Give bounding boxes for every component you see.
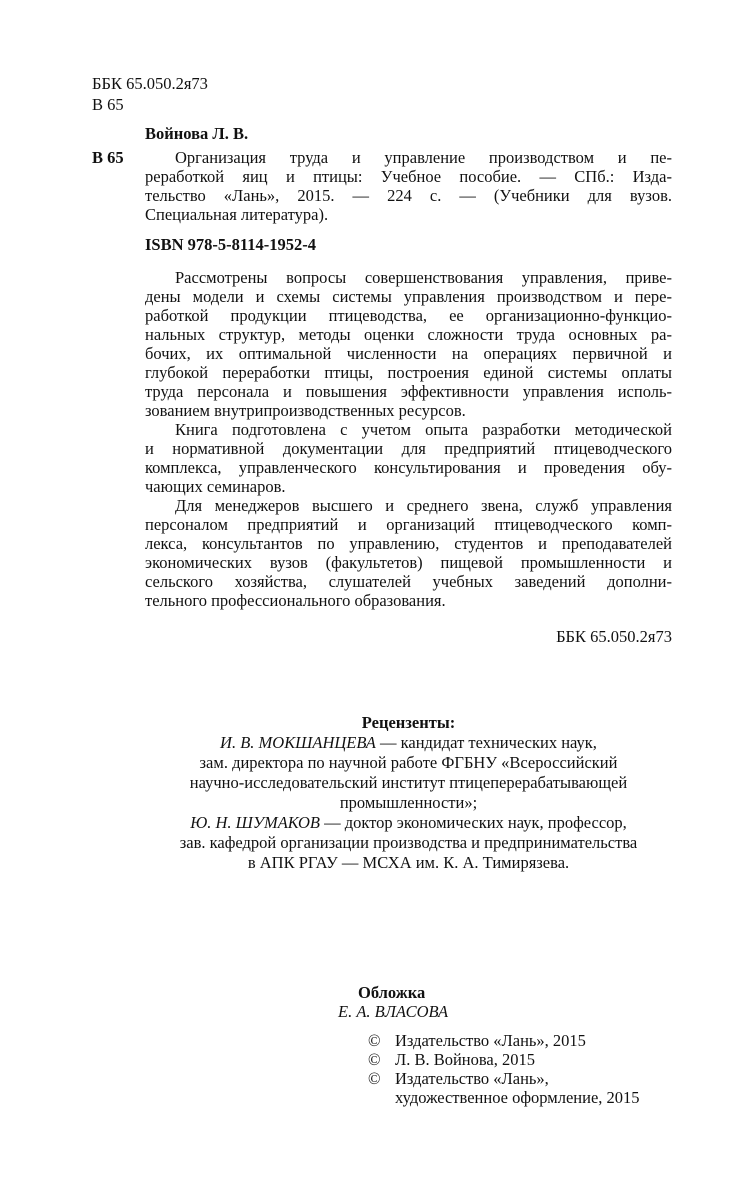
reviewer-1-line: научно-исследовательский институт птицеперерабатывающей xyxy=(189,773,628,792)
copyright-text: Л. В. Войнова, 2015 xyxy=(395,1050,536,1069)
abstract-line: Рассмотрены вопросы совершенствования управления, приве- xyxy=(175,268,672,287)
bbk-index-bottom: ББК 65.050.2я73 xyxy=(556,627,672,646)
abstract-line: бочих, их оптимальной численности на операциях первичной и xyxy=(145,344,672,363)
copyright-symbol: © xyxy=(368,1031,381,1050)
abstract-line: дены модели и схемы системы управления производством и пере- xyxy=(145,287,672,306)
bibliography-line: реработкой яиц и птицы: Учебное пособие. — СПб.: Изда- xyxy=(145,167,672,186)
abstract-line: сельского хозяйства, слушателей учебных заведений дополни- xyxy=(145,572,672,591)
reviewers-heading: Рецензенты: xyxy=(361,713,456,732)
abstract-line: лекса, консультантов по управлению, студентов и преподавателей xyxy=(145,534,672,553)
reviewer-1-title: — кандидат технических наук, xyxy=(375,733,597,752)
reviewer-2 xyxy=(145,813,672,832)
reviewer-1-line: зам. директора по научной работе ФГБНУ «Всероссийский xyxy=(199,753,618,772)
author-sign: В 65 xyxy=(92,95,124,114)
reviewer-1-name: И. В. МОКШАНЦЕВА xyxy=(220,733,376,752)
abstract-line: персоналом предприятий и организаций птицеводческого комп- xyxy=(145,515,672,534)
reviewer-1 xyxy=(145,733,672,752)
abstract-line: Книга подготовлена с учетом опыта разработки методической xyxy=(175,420,672,439)
abstract-line: зованием внутрипроизводственных ресурсов. xyxy=(145,401,466,420)
abstract-line: и нормативной документации для предприятий птицеводческого xyxy=(145,439,672,458)
bibliography-line: Организация труда и управление производством и пе- xyxy=(175,148,672,167)
reviewer-2-name: Ю. Н. ШУМАКОВ xyxy=(190,813,320,832)
bibliography-line: тельство «Лань», 2015. — 224 с. — (Учебники для вузов. xyxy=(145,186,672,205)
copyright-symbol: © xyxy=(368,1050,381,1069)
copyright-text: Издательство «Лань», 2015 xyxy=(395,1031,586,1050)
author-sign-bold: В 65 xyxy=(92,148,124,167)
author-name: Войнова Л. В. xyxy=(145,124,249,143)
abstract-line: Для менеджеров высшего и среднего звена, служб управления xyxy=(175,496,672,515)
reviewer-2-title: — доктор экономических наук, профессор, xyxy=(319,813,627,832)
copyright-text: Издательство «Лань», xyxy=(395,1069,549,1088)
reviewer-2-line: зав. кафедрой организации производства и предпринимательства xyxy=(179,833,638,852)
abstract-line: тельного профессионального образования. xyxy=(145,591,446,610)
copyright-symbol: © xyxy=(368,1069,381,1088)
abstract-line: труда персонала и повышения эффективности управления исполь- xyxy=(145,382,672,401)
abstract-line: нальных структур, методы оценки сложности труда основных ра- xyxy=(145,325,672,344)
abstract-line: глубокой переработки птицы, построения единой системы оплаты xyxy=(145,363,672,382)
abstract-line: комплекса, управленческого консультирования и проведения обу- xyxy=(145,458,672,477)
bibliography-line: Специальная литература). xyxy=(145,205,329,224)
reviewer-1-line: промышленности»; xyxy=(339,793,478,812)
copyright-text: художественное оформление, 2015 xyxy=(395,1088,640,1107)
isbn: ISBN 978-5-8114-1952-4 xyxy=(145,235,316,254)
abstract-line: работкой продукции птицеводства, ее организационно-функцио- xyxy=(145,306,672,325)
abstract-line: чающих семинаров. xyxy=(145,477,286,496)
cover-designer: Е. А. ВЛАСОВА xyxy=(338,1002,449,1021)
abstract-line: экономических вузов (факультетов) пищевой промышленности и xyxy=(145,553,672,572)
bbk-index: ББК 65.050.2я73 xyxy=(92,74,208,93)
reviewer-2-line: в АПК РГАУ — МСХА им. К. А. Тимирязева. xyxy=(247,853,570,872)
cover-heading: Обложка xyxy=(358,983,426,1002)
